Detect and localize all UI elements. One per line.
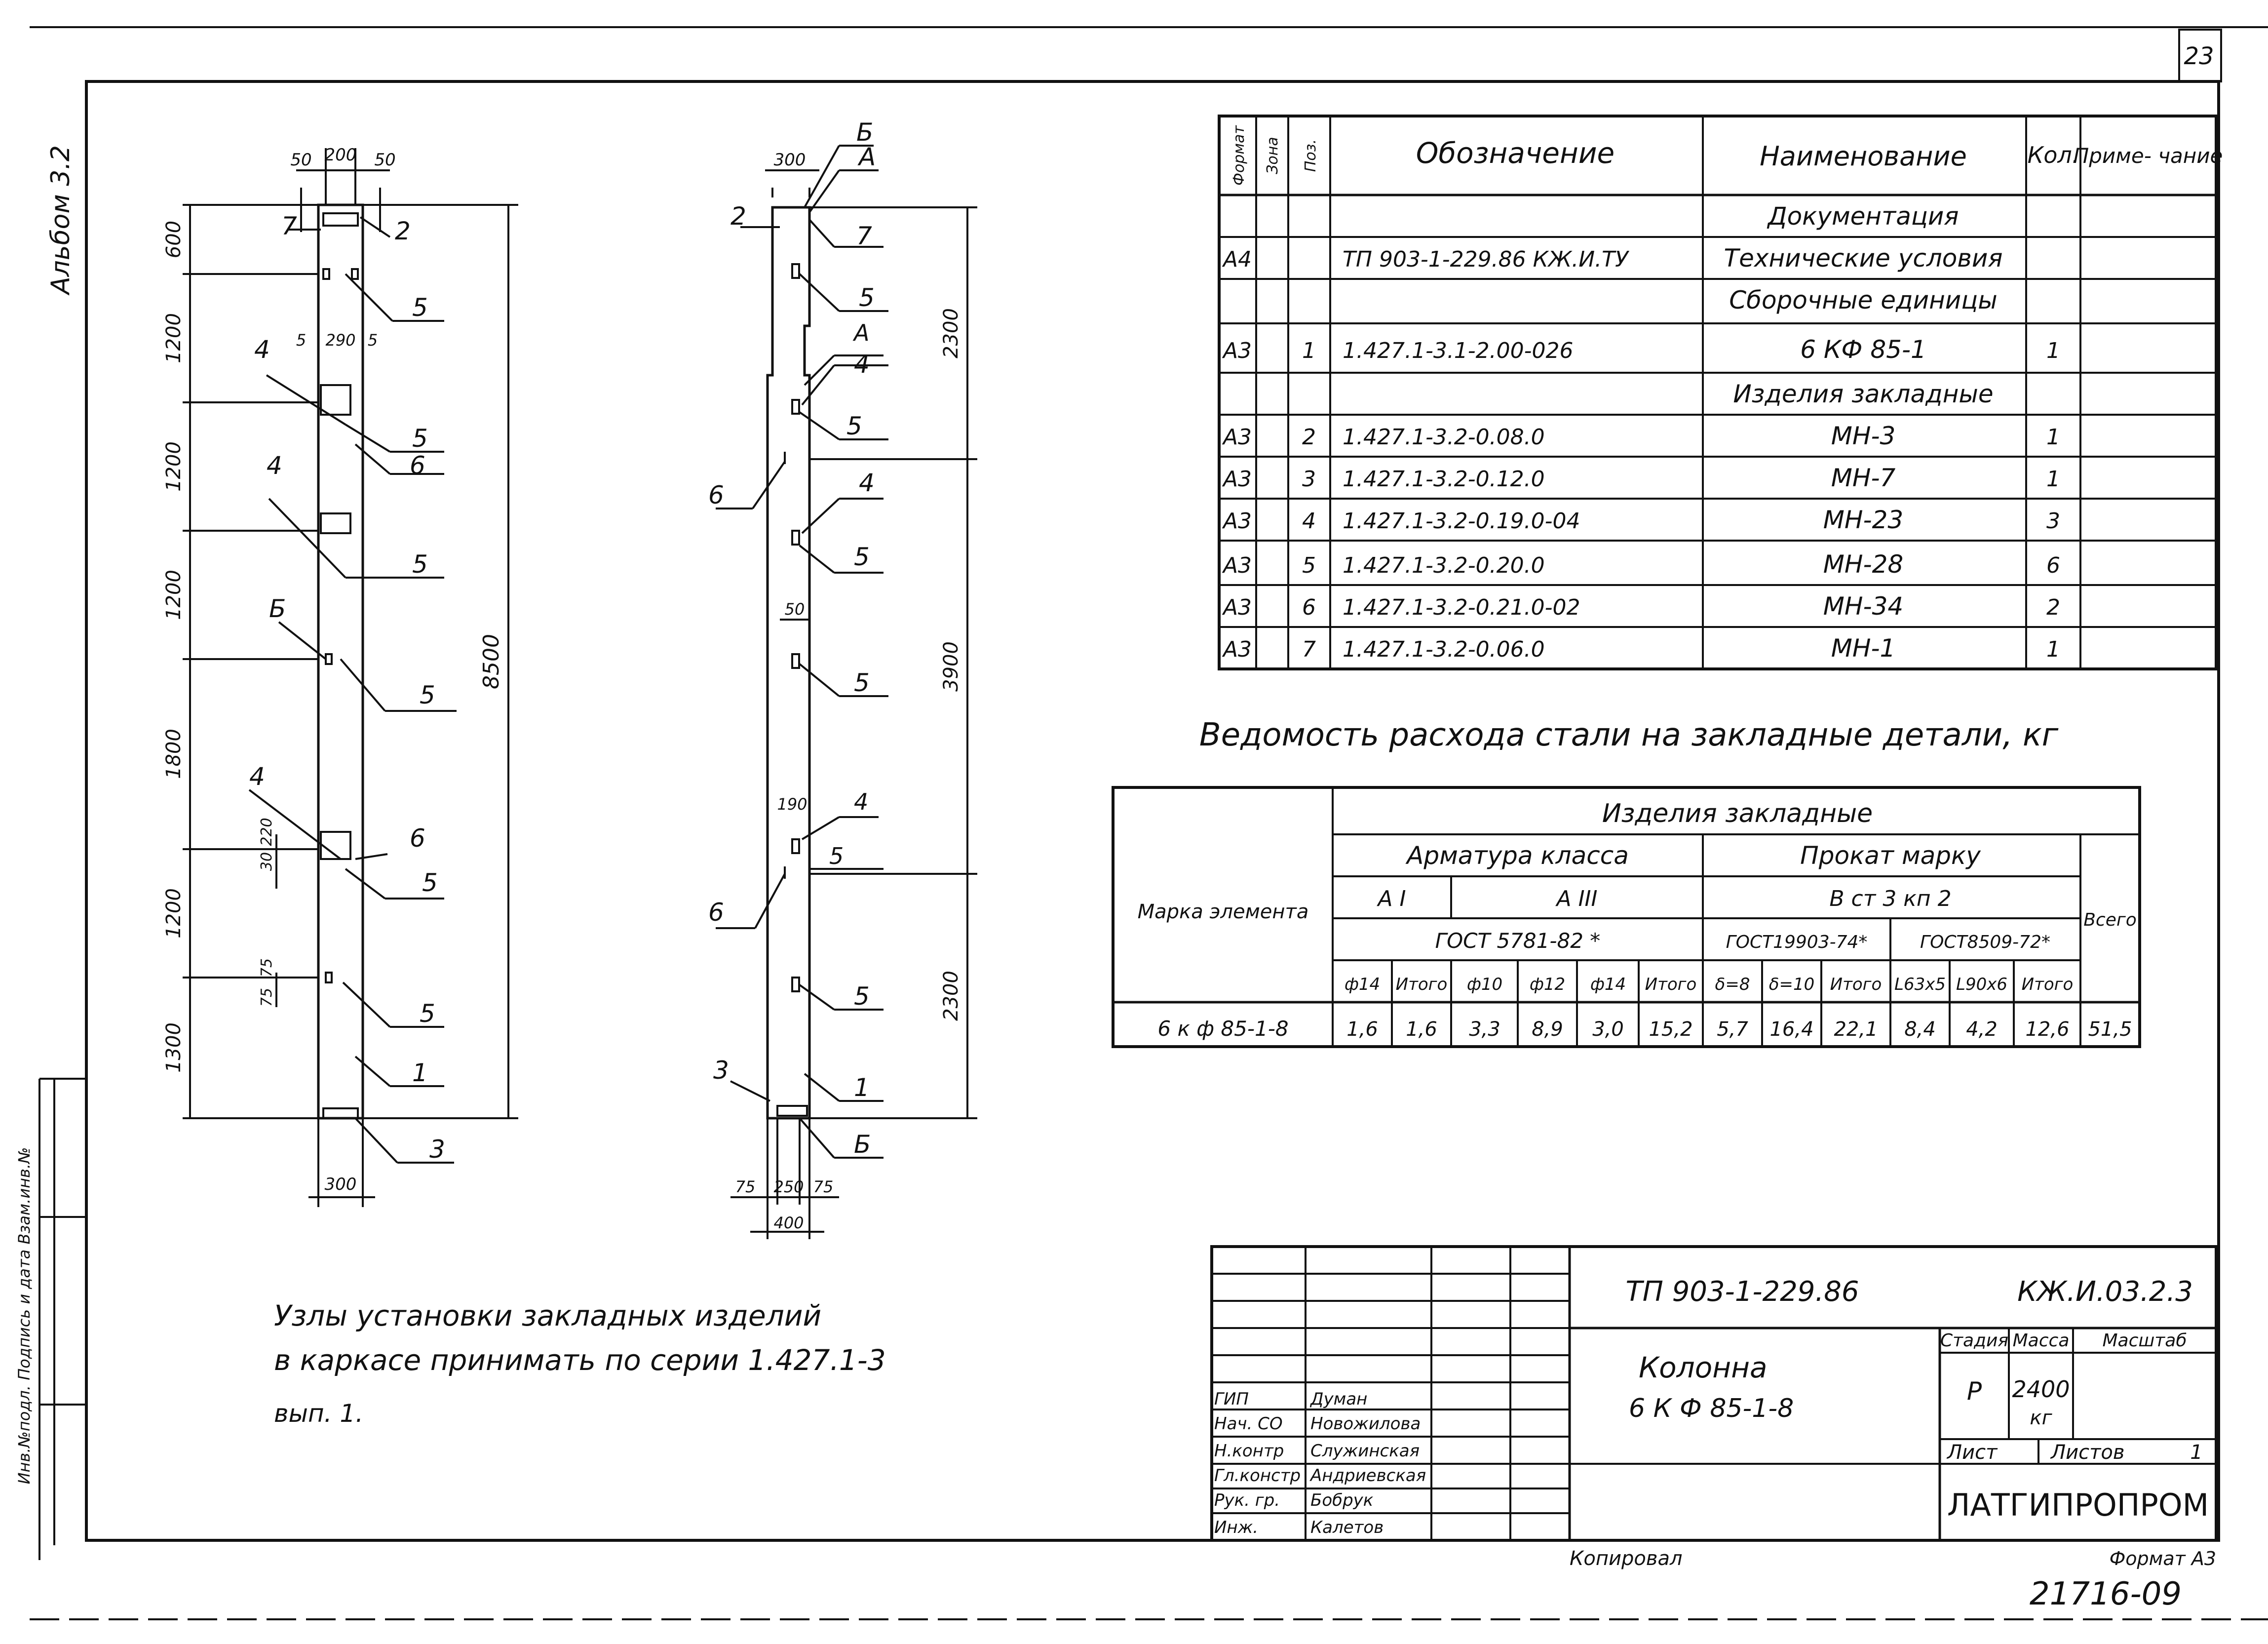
steel-subheaders <box>1345 975 2074 994</box>
spec-cell: A3 <box>1223 338 1252 363</box>
name-label: Думан <box>1310 1389 1368 1409</box>
steel-value: 1,6 <box>1406 1018 1437 1041</box>
leader <box>800 664 839 696</box>
callout: 2 <box>395 217 411 245</box>
dim-label: 600 <box>162 220 185 259</box>
album-label: Альбом 3.2 <box>46 145 76 294</box>
callout: 1 <box>412 1058 428 1087</box>
doc-code: ТП 903-1-229.86 <box>1625 1276 1859 1308</box>
steel-subheader: L63x5 <box>1894 975 1946 994</box>
callout: 5 <box>854 668 870 697</box>
dim-label: 75 <box>258 987 275 1007</box>
dim-label: 5 <box>367 331 378 350</box>
column-profile <box>768 207 809 1118</box>
callout: 7 <box>281 212 297 240</box>
callout: 4 <box>854 788 869 815</box>
callout: 6 <box>410 451 425 480</box>
spec-cell: 2 <box>2046 595 2060 620</box>
spec-cell: 1.427.1-3.2-0.20.0 <box>1343 553 1545 578</box>
callout: 5 <box>854 982 870 1011</box>
sheets-header: Листов <box>2051 1441 2125 1464</box>
steel-subheader: ф14 <box>1590 975 1626 994</box>
dim-label: 75 <box>258 958 275 978</box>
name-label: Новожилова <box>1310 1414 1421 1434</box>
column-elevation-2 <box>716 146 977 1239</box>
spec-cell: 6 КФ 85-1 <box>1800 335 1926 364</box>
spec-table-grid <box>1219 116 2216 669</box>
column-elevation-1 <box>183 148 518 1207</box>
spec-cell: МН-23 <box>1823 506 1904 534</box>
callout: 2 <box>730 202 746 231</box>
callout: 5 <box>420 681 435 709</box>
dim-label: 1300 <box>162 1022 185 1073</box>
steel-header-gost3: ГОСТ8509-72* <box>1920 932 2050 952</box>
dim-label: 75 <box>813 1177 834 1196</box>
steel-header-armatura: Арматура класса <box>1407 841 1629 870</box>
dim-label: 1200 <box>162 888 185 939</box>
steel-row-mark: 6 к ф 85-1-8 <box>1157 1017 1289 1041</box>
elev1-text <box>162 145 504 1194</box>
dim-total-label: 8500 <box>479 634 504 689</box>
spec-cell: 1 <box>2046 637 2060 662</box>
sheets-value: 1 <box>2190 1441 2203 1464</box>
embed <box>792 978 799 991</box>
steel-subheader: ф12 <box>1529 975 1566 994</box>
steel-header-vst: В ст 3 кп 2 <box>1829 886 1952 911</box>
callout: 5 <box>420 999 435 1028</box>
embed <box>792 654 799 668</box>
spec-cell: A4 <box>1223 247 1252 272</box>
spec-cell: A3 <box>1223 637 1252 662</box>
steel-value: 3,3 <box>1469 1018 1500 1041</box>
leader <box>800 985 834 1010</box>
callout: 5 <box>412 293 428 322</box>
leader <box>800 274 839 311</box>
dim-label: 2300 <box>940 971 962 1021</box>
leader <box>267 375 346 425</box>
steel-header-items: Изделия закладные <box>1602 799 1873 828</box>
leader <box>800 412 839 439</box>
leader <box>755 874 785 928</box>
steel-value: 1,6 <box>1346 1018 1378 1041</box>
spec-cell: 1.427.1-3.2-0.06.0 <box>1343 637 1545 662</box>
callout: 5 <box>829 843 844 869</box>
spec-cell: Технические условия <box>1724 244 2003 273</box>
dim-label: 300 <box>324 1174 357 1194</box>
leader <box>802 817 839 839</box>
dim-label: 220 <box>258 818 275 846</box>
dim-label: 50 <box>784 600 805 619</box>
leader <box>269 499 346 578</box>
spec-cell: 3 <box>1302 467 1316 492</box>
embed <box>792 400 799 414</box>
spec-cell: МН-34 <box>1823 592 1904 621</box>
callout: 6 <box>708 481 724 509</box>
spec-header-note: Приме- чание <box>2073 144 2223 168</box>
spec-header-zone: Зона <box>1264 137 1281 174</box>
spec-header-format: Формат <box>1230 125 1248 186</box>
spec-header-name: Наименование <box>1760 141 1967 172</box>
steel-title: Ведомость расхода стали на закладные детали, кг <box>1199 717 2059 753</box>
name-label: Андриевская <box>1310 1466 1426 1486</box>
leader <box>360 217 390 237</box>
name-label: Калетов <box>1310 1518 1384 1537</box>
side-stamp-text: Инв.№подл. Подпись и дата Взам.инв.№ <box>15 1147 34 1485</box>
callout: 5 <box>422 868 438 897</box>
embed <box>326 973 332 982</box>
dim-label: 5 <box>296 331 307 350</box>
embed-top <box>323 213 358 226</box>
sheet-number: 23 <box>2184 42 2214 70</box>
leader <box>730 1081 770 1101</box>
leader <box>343 982 390 1027</box>
scale-header: Масштаб <box>2102 1331 2187 1351</box>
spec-header-qty: Кол. <box>2027 142 2079 168</box>
spec-cell: Сборочные единицы <box>1729 286 1998 314</box>
embed-bottom <box>323 1108 358 1118</box>
spec-cell: 1.427.1-3.2-0.19.0-04 <box>1343 509 1580 534</box>
inventory-number: 21716-09 <box>2029 1576 2182 1612</box>
dim-label: 1200 <box>162 570 185 620</box>
object-name: Колонна <box>1639 1351 1768 1384</box>
callout: 5 <box>412 424 428 453</box>
object-mark: 6 К Ф 85-1-8 <box>1629 1394 1794 1423</box>
role-label: Рук. гр. <box>1214 1490 1280 1510</box>
callout: 6 <box>410 824 425 853</box>
leader <box>809 220 834 247</box>
dim-label: 50 <box>374 150 396 170</box>
role-label: ГИП <box>1214 1389 1249 1409</box>
steel-subheader: ф14 <box>1344 975 1381 994</box>
callout: A <box>854 319 870 346</box>
dim-label: 3900 <box>940 641 962 692</box>
spec-cell: МН-7 <box>1831 464 1896 492</box>
spec-cell: A3 <box>1223 553 1252 578</box>
spec-rows <box>1222 202 2060 663</box>
dim-label: 30 <box>258 852 275 871</box>
callout: 7 <box>856 222 872 250</box>
callout: 4 <box>249 762 265 791</box>
callout: Б <box>269 594 286 623</box>
embed <box>321 385 350 415</box>
spec-cell: ТП 903-1-229.86 КЖ.И.ТУ <box>1343 247 1628 272</box>
leader <box>346 425 390 452</box>
spec-cell: 1.427.1-3.2-0.08.0 <box>1343 425 1545 450</box>
spec-cell: 1 <box>2046 338 2060 363</box>
steel-header-mark: Марка элемента <box>1137 900 1309 923</box>
embed <box>792 839 799 853</box>
embed-bottom <box>777 1106 807 1116</box>
role-label: Нач. СО <box>1214 1414 1283 1434</box>
embed <box>792 531 799 545</box>
steel-header-ai: A I <box>1378 886 1406 911</box>
role-label: Инж. <box>1214 1518 1259 1537</box>
name-label: Служинская <box>1310 1441 1420 1461</box>
role-label: Н.контр <box>1214 1441 1284 1461</box>
leader <box>802 499 839 533</box>
callout: 3 <box>713 1056 729 1085</box>
embed <box>321 513 350 533</box>
sheet-header: Лист <box>1947 1441 1998 1464</box>
dim-label: 50 <box>290 150 312 170</box>
spec-cell: 1 <box>2046 467 2060 492</box>
spec-cell: Документация <box>1768 202 1959 231</box>
dim-label: 200 <box>324 145 357 165</box>
steel-value: 8,9 <box>1532 1018 1563 1041</box>
leader <box>355 1118 397 1163</box>
steel-value: 5,7 <box>1717 1018 1748 1041</box>
callout: Б <box>856 118 874 147</box>
spec-cell: 6 <box>2046 553 2060 578</box>
name-label: Бобрук <box>1310 1490 1374 1510</box>
format-label: Формат А3 <box>2109 1548 2216 1569</box>
dim-label: 300 <box>773 150 806 170</box>
leader <box>800 1118 834 1158</box>
mass-value: 2400 <box>2012 1376 2070 1403</box>
spec-cell: A3 <box>1223 467 1252 492</box>
callout: 5 <box>412 550 428 579</box>
spec-cell: МН-1 <box>1831 634 1896 663</box>
spec-cell: 1.427.1-3.2-0.12.0 <box>1343 467 1545 492</box>
mass-unit: кг <box>2030 1407 2052 1429</box>
callout: 5 <box>846 412 862 440</box>
callout: 4 <box>267 451 282 480</box>
stage-header: Стадия <box>1940 1331 2009 1351</box>
steel-header-prokat: Прокат марку <box>1800 841 1981 870</box>
spec-cell: МН-3 <box>1831 422 1896 450</box>
steel-header-total: Всего <box>2083 910 2137 930</box>
spec-cell: 4 <box>1302 509 1316 534</box>
callout: 3 <box>429 1135 445 1164</box>
spec-cell: 6 <box>1302 595 1316 620</box>
callout: 6 <box>708 898 724 927</box>
steel-value: 4,2 <box>1966 1018 1998 1041</box>
leader <box>355 1057 390 1086</box>
role-label: Гл.констр <box>1214 1466 1301 1486</box>
steel-header-gost1: ГОСТ 5781-82 * <box>1435 929 1601 953</box>
spec-cell: A3 <box>1223 509 1252 534</box>
spec-cell: Изделия закладные <box>1733 380 1994 408</box>
embed <box>323 269 329 279</box>
spec-cell: 1.427.1-3.1-2.00-026 <box>1343 338 1574 363</box>
steel-subheader: δ=10 <box>1768 975 1815 994</box>
leader <box>346 869 385 899</box>
dim-label: 1200 <box>162 313 185 363</box>
steel-subheader: ф10 <box>1466 975 1503 994</box>
steel-subheader: Итого <box>1830 975 1882 994</box>
elev2-text <box>708 118 962 1232</box>
callout: Б <box>854 1130 871 1159</box>
callout: 4 <box>854 350 870 379</box>
leader <box>800 546 834 573</box>
steel-value: 22,1 <box>1834 1018 1878 1041</box>
spec-cell: 1 <box>1302 338 1316 363</box>
steel-value: 15,2 <box>1649 1018 1693 1041</box>
steel-value: 12,6 <box>2025 1018 2070 1041</box>
spec-cell: 1 <box>2046 425 2060 450</box>
spec-cell: A3 <box>1223 595 1252 620</box>
callout: 4 <box>254 335 270 364</box>
spec-cell: 3 <box>2046 509 2060 534</box>
callout: A <box>859 143 876 171</box>
sheet-code: КЖ.И.03.2.3 <box>2017 1276 2193 1308</box>
dim-label: 1800 <box>162 729 185 779</box>
callout: 5 <box>859 283 875 312</box>
callout: 1 <box>854 1073 870 1102</box>
title-block <box>1214 1276 2216 1612</box>
steel-subheader: Итого <box>2021 975 2074 994</box>
spec-cell: МН-28 <box>1823 550 1904 579</box>
leader <box>355 854 387 859</box>
spec-cell: 7 <box>1302 637 1316 662</box>
mass-header: Масса <box>2012 1331 2070 1351</box>
steel-subheader: L90x6 <box>1956 975 2007 994</box>
steel-subheader: Итого <box>1395 975 1448 994</box>
embed <box>352 269 358 279</box>
note <box>274 1299 886 1428</box>
dim-label: 2300 <box>940 308 962 358</box>
leader <box>346 274 392 321</box>
steel-header-aiii: A III <box>1556 886 1598 911</box>
spec-table <box>1222 125 2223 663</box>
steel-value: 51,5 <box>2088 1018 2132 1041</box>
spec-header-designation: Обозначение <box>1416 136 1615 170</box>
spec-cell: A3 <box>1223 425 1252 450</box>
embed <box>326 654 332 664</box>
steel-value: 3,0 <box>1592 1018 1624 1041</box>
dim-label: 75 <box>735 1177 756 1196</box>
callout: 4 <box>859 469 875 497</box>
copied-label: Копировал <box>1570 1547 1683 1570</box>
organization: ЛАТГИПРОПРОМ <box>1947 1487 2209 1523</box>
spec-header-pos: Поз. <box>1302 139 1319 172</box>
spec-cell: 1.427.1-3.2-0.21.0-02 <box>1343 595 1580 620</box>
steel-subheader: Итого <box>1645 975 1697 994</box>
dim-label: 400 <box>773 1213 804 1232</box>
steel-value: 16,4 <box>1769 1018 1814 1041</box>
note-line-1: Узлы установки закладных изделий <box>274 1299 822 1332</box>
steel-header-gost2: ГОСТ19903-74* <box>1726 932 1868 952</box>
stage-value: Р <box>1966 1377 1982 1406</box>
callout: 5 <box>854 543 870 571</box>
note-line-2: в каркасе принимать по серии 1.427.1-3 <box>274 1343 886 1377</box>
steel-value: 8,4 <box>1904 1018 1936 1041</box>
dim-label: 190 <box>777 795 807 814</box>
dim-label: 250 <box>773 1177 804 1196</box>
note-line-3: вып. 1. <box>274 1399 364 1428</box>
spec-cell: 5 <box>1302 553 1316 578</box>
dim-label: 290 <box>325 331 356 350</box>
spec-cell: 2 <box>1302 425 1316 450</box>
steel-subheader: δ=8 <box>1715 975 1750 994</box>
dim-label: 1200 <box>162 441 185 492</box>
embed <box>792 264 799 278</box>
